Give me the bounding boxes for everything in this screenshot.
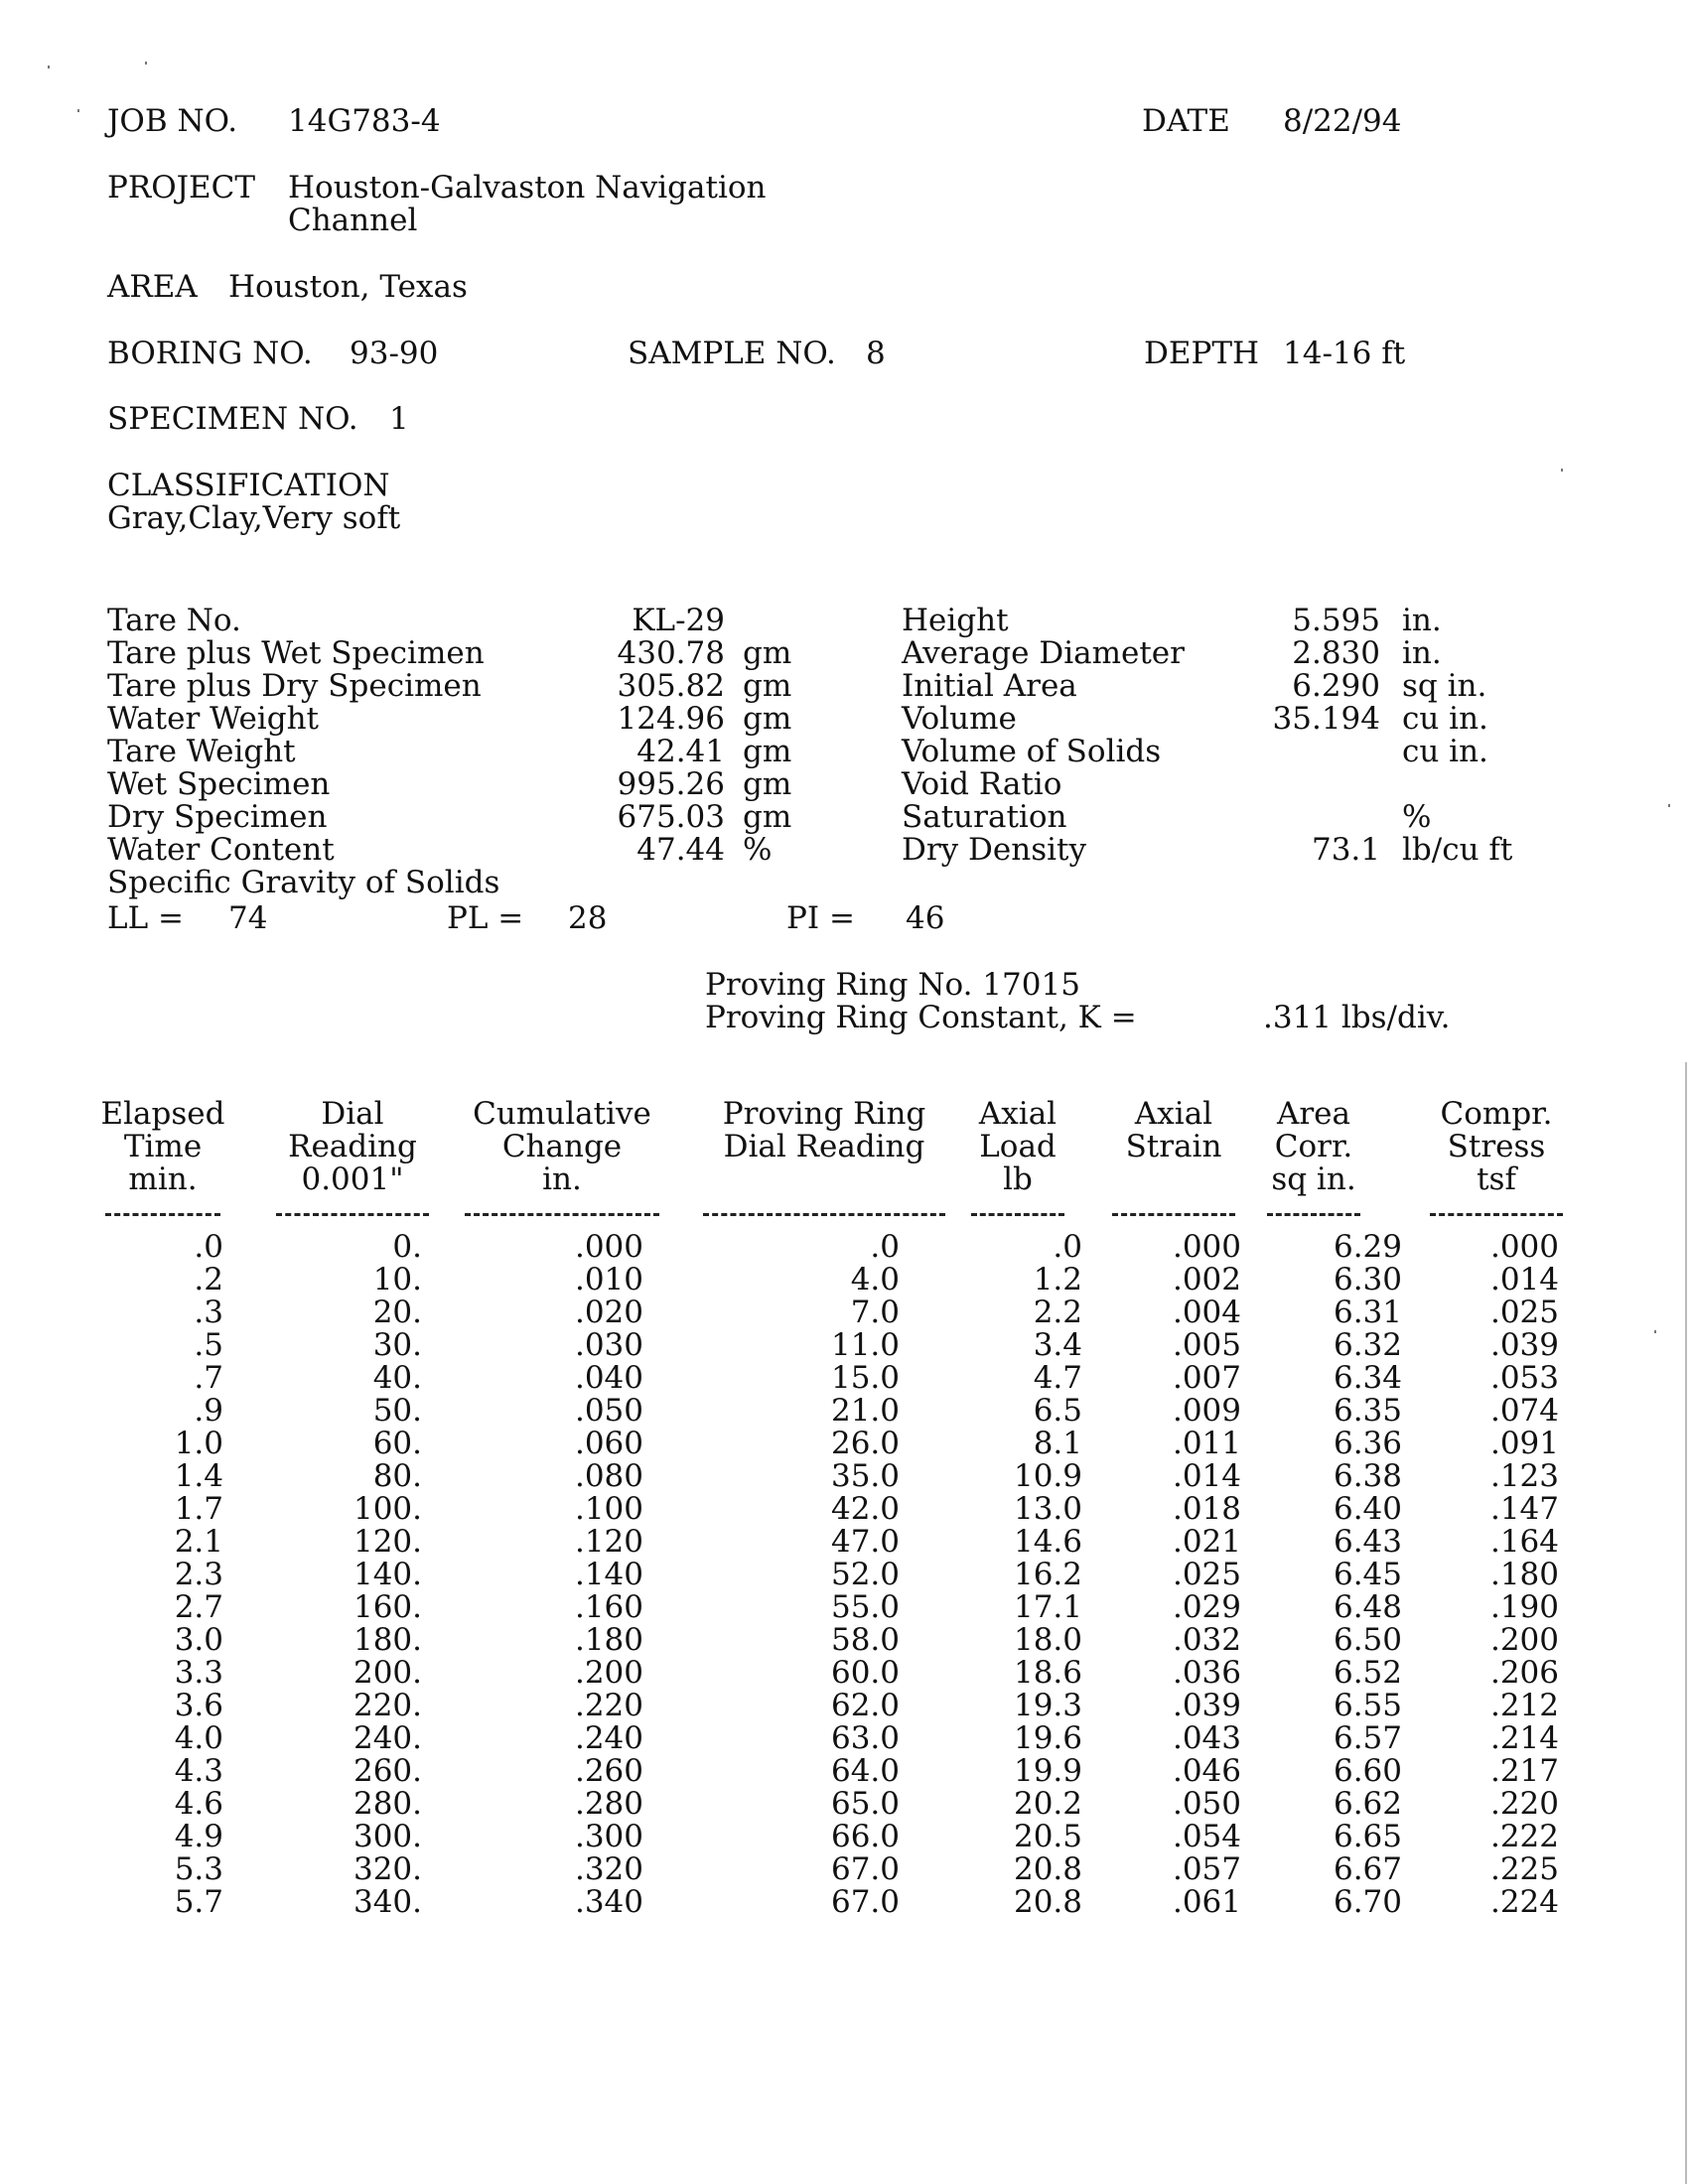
property-value: 305.82 [617,668,725,704]
table-cell: 100. [352,1491,422,1527]
table-cell: 6.60 [1333,1753,1402,1789]
table-cell: .340 [574,1884,643,1920]
table-cell: .220 [1489,1786,1559,1822]
header-underline [465,1213,659,1216]
property-value: 2.830 [1292,635,1380,671]
column-header: Elapsed [100,1096,225,1132]
table-cell: .180 [1489,1557,1559,1592]
scan-speck [1561,469,1563,472]
table-cell: .054 [1172,1819,1241,1854]
column-header: in. [542,1161,582,1197]
job-no-value: 14G783-4 [288,103,441,139]
table-row [0,1722,1692,1755]
table-row [0,1591,1692,1624]
property-unit: cu in. [1402,734,1488,769]
table-cell: 1.0 [174,1426,223,1461]
header-underline [1112,1213,1235,1216]
table-cell: 6.38 [1333,1458,1402,1494]
table-cell: .200 [1489,1622,1559,1658]
table-cell: .091 [1489,1426,1559,1461]
table-cell: 16.2 [1013,1557,1082,1592]
table-cell: .039 [1489,1327,1559,1363]
table-cell: 14.6 [1013,1524,1082,1560]
table-cell: 17.1 [1013,1589,1082,1625]
table-cell: .036 [1172,1655,1241,1691]
table-cell: 20. [372,1295,422,1330]
table-cell: 80. [372,1458,422,1494]
table-cell: .040 [574,1360,643,1396]
table-cell: 6.36 [1333,1426,1402,1461]
table-cell: 220. [352,1688,422,1723]
table-cell: 4.3 [174,1753,223,1789]
scan-speck [145,62,147,65]
table-cell: 21.0 [830,1393,900,1429]
table-cell: 6.29 [1333,1229,1402,1265]
property-unit: in. [1402,635,1442,671]
table-cell: .217 [1489,1753,1559,1789]
table-cell: .300 [574,1819,643,1854]
table-cell: .000 [1172,1229,1241,1265]
column-header: Load [979,1129,1057,1164]
table-cell: .004 [1172,1295,1241,1330]
table-cell: .000 [574,1229,643,1265]
column-header: Dial [321,1096,384,1132]
table-cell: 19.3 [1013,1688,1082,1723]
pi-label: PI = [786,900,855,936]
property-unit: gm [743,701,792,737]
header-underline [971,1213,1064,1216]
header-underline [276,1213,429,1216]
table-cell: 0. [392,1229,422,1265]
table-row [0,1526,1692,1559]
table-cell: 26.0 [830,1426,900,1461]
table-row [0,1821,1692,1853]
property-unit: in. [1402,603,1442,638]
table-cell: .007 [1172,1360,1241,1396]
column-header: 0.001" [301,1161,404,1197]
table-row [0,1657,1692,1690]
scan-page-edge [1685,1062,1687,2184]
table-cell: 6.48 [1333,1589,1402,1625]
table-row [0,1297,1692,1329]
table-cell: 6.67 [1333,1851,1402,1887]
column-header: Compr. [1440,1096,1553,1132]
table-cell: .200 [574,1655,643,1691]
table-row [0,1690,1692,1722]
table-cell: 2.1 [174,1524,223,1560]
table-cell: 6.45 [1333,1557,1402,1592]
property-value: 73.1 [1311,832,1380,868]
table-cell: .002 [1172,1262,1241,1297]
ll-value: 74 [228,900,268,936]
table-cell: .014 [1172,1458,1241,1494]
table-cell: 47.0 [830,1524,900,1560]
property-unit: gm [743,668,792,704]
table-cell: .2 [194,1262,223,1297]
table-cell: 6.57 [1333,1720,1402,1756]
table-cell: 1.2 [1033,1262,1082,1297]
project-label: PROJECT [107,170,256,205]
sample-no-label: SAMPLE NO. [628,336,836,371]
table-cell: 66.0 [830,1819,900,1854]
scan-speck [1668,804,1670,807]
table-cell: 10.9 [1013,1458,1082,1494]
date-value: 8/22/94 [1283,103,1402,139]
property-label: Volume of Solids [902,734,1162,769]
table-cell: .018 [1172,1491,1241,1527]
table-cell: 10. [372,1262,422,1297]
job-no-label: JOB NO. [107,103,238,139]
table-cell: 35.0 [830,1458,900,1494]
table-cell: .080 [574,1458,643,1494]
proving-ring-constant-label: Proving Ring Constant, K = [705,1000,1137,1035]
table-cell: 6.32 [1333,1327,1402,1363]
depth-label: DEPTH [1144,336,1260,371]
pl-label: PL = [447,900,524,936]
table-cell: .0 [870,1229,900,1265]
property-unit: gm [743,799,792,835]
property-label: Average Diameter [902,635,1185,671]
table-cell: 4.9 [174,1819,223,1854]
table-cell: 42.0 [830,1491,900,1527]
pl-value: 28 [568,900,608,936]
property-label: Void Ratio [902,766,1062,802]
table-cell: .160 [574,1589,643,1625]
column-header: Time [123,1129,203,1164]
table-cell: 15.0 [830,1360,900,1396]
property-unit: gm [743,734,792,769]
pi-value: 46 [906,900,945,936]
property-label: Saturation [902,799,1067,835]
column-header: min. [128,1161,198,1197]
table-cell: 5.7 [174,1884,223,1920]
table-row [0,1624,1692,1657]
property-label: Volume [902,701,1017,737]
table-cell: .320 [574,1851,643,1887]
table-cell: .214 [1489,1720,1559,1756]
table-cell: 50. [372,1393,422,1429]
property-value: 124.96 [617,701,725,737]
table-cell: 320. [352,1851,422,1887]
table-cell: .100 [574,1491,643,1527]
boring-no-value: 93-90 [350,336,439,371]
proving-ring-constant-value: .311 lbs/div. [1263,1000,1451,1035]
table-cell: .074 [1489,1393,1559,1429]
project-value-line1: Houston-Galvaston Navigation [288,170,767,205]
table-cell: 20.5 [1013,1819,1082,1854]
column-header: Reading [288,1129,417,1164]
column-header: lb [1003,1161,1033,1197]
table-row [0,1493,1692,1526]
table-cell: 6.52 [1333,1655,1402,1691]
property-label: Tare Weight [107,734,296,769]
table-cell: 6.5 [1033,1393,1082,1429]
column-header: tsf [1477,1161,1516,1197]
scan-speck [48,66,50,68]
table-cell: .164 [1489,1524,1559,1560]
depth-value: 14-16 ft [1283,336,1406,371]
header-underline [1267,1213,1360,1216]
table-row [0,1428,1692,1460]
property-label: Tare plus Dry Specimen [107,668,482,704]
table-cell: .0 [194,1229,223,1265]
property-label: Wet Specimen [107,766,331,802]
table-cell: 6.31 [1333,1295,1402,1330]
column-header: Axial [1134,1096,1213,1132]
table-row [0,1329,1692,1362]
property-label: Tare No. [107,603,241,638]
table-cell: 8.1 [1033,1426,1082,1461]
table-cell: .120 [574,1524,643,1560]
table-cell: 6.70 [1333,1884,1402,1920]
table-cell: .206 [1489,1655,1559,1691]
table-cell: 3.3 [174,1655,223,1691]
table-cell: 340. [352,1884,422,1920]
table-cell: .180 [574,1622,643,1658]
sample-no-value: 8 [866,336,886,371]
table-row [0,1231,1692,1264]
table-row [0,1460,1692,1493]
table-row [0,1853,1692,1886]
classification-value: Gray,Clay,Very soft [107,500,401,536]
table-cell: .123 [1489,1458,1559,1494]
table-cell: 4.6 [174,1786,223,1822]
table-cell: 3.6 [174,1688,223,1723]
table-cell: 4.0 [850,1262,900,1297]
column-header: Axial [978,1096,1058,1132]
table-cell: .061 [1172,1884,1241,1920]
table-cell: .000 [1489,1229,1559,1265]
column-header: Proving Ring [722,1096,926,1132]
table-cell: 63.0 [830,1720,900,1756]
table-cell: .140 [574,1557,643,1592]
table-row [0,1362,1692,1395]
table-cell: 6.35 [1333,1393,1402,1429]
table-row [0,1886,1692,1919]
table-cell: 240. [352,1720,422,1756]
table-cell: 5.3 [174,1851,223,1887]
table-cell: .220 [574,1688,643,1723]
table-cell: 30. [372,1327,422,1363]
table-row [0,1788,1692,1821]
table-cell: 19.9 [1013,1753,1082,1789]
header-underline [1430,1213,1563,1216]
table-cell: 62.0 [830,1688,900,1723]
property-label: Water Content [107,832,335,868]
table-cell: .032 [1172,1622,1241,1658]
table-cell: .053 [1489,1360,1559,1396]
table-row [0,1755,1692,1788]
table-cell: .222 [1489,1819,1559,1854]
table-cell: 40. [372,1360,422,1396]
table-cell: .039 [1172,1688,1241,1723]
table-cell: 60. [372,1426,422,1461]
table-cell: .260 [574,1753,643,1789]
table-cell: .011 [1172,1426,1241,1461]
table-cell: .280 [574,1786,643,1822]
table-row [0,1395,1692,1428]
table-row [0,1264,1692,1297]
table-cell: 67.0 [830,1884,900,1920]
table-cell: 60.0 [830,1655,900,1691]
table-cell: .7 [194,1360,223,1396]
table-cell: .050 [574,1393,643,1429]
table-cell: 200. [352,1655,422,1691]
property-label: Specific Gravity of Solids [107,865,500,900]
table-cell: 160. [352,1589,422,1625]
property-label: Dry Specimen [107,799,328,835]
property-value: 6.290 [1292,668,1380,704]
table-cell: .025 [1489,1295,1559,1330]
property-unit: % [1402,799,1432,835]
table-cell: 2.2 [1033,1295,1082,1330]
table-cell: .010 [574,1262,643,1297]
table-cell: .043 [1172,1720,1241,1756]
table-cell: 2.3 [174,1557,223,1592]
table-cell: .025 [1172,1557,1241,1592]
project-value-line2: Channel [288,203,418,238]
specimen-no-value: 1 [389,401,409,437]
table-cell: 65.0 [830,1786,900,1822]
column-header: Corr. [1274,1129,1353,1164]
table-cell: 1.4 [174,1458,223,1494]
table-cell: 6.50 [1333,1622,1402,1658]
table-cell: .014 [1489,1262,1559,1297]
table-cell: .050 [1172,1786,1241,1822]
header-underline [703,1213,945,1216]
table-cell: 260. [352,1753,422,1789]
property-unit: gm [743,635,792,671]
table-cell: 6.34 [1333,1360,1402,1396]
header-underline [105,1213,220,1216]
table-cell: .046 [1172,1753,1241,1789]
table-cell: .005 [1172,1327,1241,1363]
table-cell: .147 [1489,1491,1559,1527]
table-cell: .029 [1172,1589,1241,1625]
table-cell: .224 [1489,1884,1559,1920]
table-row [0,1559,1692,1591]
table-cell: 58.0 [830,1622,900,1658]
specimen-no-label: SPECIMEN NO. [107,401,358,437]
table-cell: 6.40 [1333,1491,1402,1527]
property-label: Height [902,603,1009,638]
table-cell: 20.8 [1013,1851,1082,1887]
table-cell: .225 [1489,1851,1559,1887]
table-cell: 3.0 [174,1622,223,1658]
property-label: Water Weight [107,701,319,737]
table-cell: 280. [352,1786,422,1822]
property-value: 42.41 [636,734,725,769]
property-unit: cu in. [1402,701,1488,737]
table-cell: 11.0 [830,1327,900,1363]
table-cell: 55.0 [830,1589,900,1625]
table-cell: 6.65 [1333,1819,1402,1854]
table-cell: 3.4 [1033,1327,1082,1363]
property-value: 995.26 [617,766,725,802]
table-cell: 6.62 [1333,1786,1402,1822]
table-cell: .0 [1053,1229,1082,1265]
table-cell: 64.0 [830,1753,900,1789]
table-cell: 120. [352,1524,422,1560]
table-cell: 4.0 [174,1720,223,1756]
property-label: Initial Area [902,668,1077,704]
table-cell: .240 [574,1720,643,1756]
scan-speck [77,109,79,112]
table-cell: .190 [1489,1589,1559,1625]
date-label: DATE [1142,103,1230,139]
property-value: 430.78 [617,635,725,671]
table-cell: 2.7 [174,1589,223,1625]
property-label: Tare plus Wet Specimen [107,635,485,671]
table-cell: .9 [194,1393,223,1429]
area-label: AREA [107,269,198,305]
table-cell: .5 [194,1327,223,1363]
property-unit: % [743,832,773,868]
table-cell: 20.8 [1013,1884,1082,1920]
table-cell: .030 [574,1327,643,1363]
table-cell: 6.55 [1333,1688,1402,1723]
table-cell: 140. [352,1557,422,1592]
table-cell: 180. [352,1622,422,1658]
table-cell: 52.0 [830,1557,900,1592]
table-cell: 300. [352,1819,422,1854]
property-unit: sq in. [1402,668,1487,704]
column-header: Cumulative [473,1096,651,1132]
property-value: 5.595 [1292,603,1380,638]
column-header: Change [501,1129,623,1164]
table-cell: 13.0 [1013,1491,1082,1527]
column-header: Strain [1125,1129,1222,1164]
column-header: Dial Reading [723,1129,925,1164]
table-cell: 7.0 [850,1295,900,1330]
area-value: Houston, Texas [228,269,468,305]
table-cell: 18.6 [1013,1655,1082,1691]
table-cell: 18.0 [1013,1622,1082,1658]
classification-label: CLASSIFICATION [107,468,390,503]
table-cell: 19.6 [1013,1720,1082,1756]
column-header: Area [1276,1096,1351,1132]
property-value: 47.44 [636,832,725,868]
table-cell: .020 [574,1295,643,1330]
property-value: 35.194 [1272,701,1380,737]
table-cell: .060 [574,1426,643,1461]
table-cell: .009 [1172,1393,1241,1429]
table-cell: 6.30 [1333,1262,1402,1297]
table-cell: 20.2 [1013,1786,1082,1822]
table-cell: 4.7 [1033,1360,1082,1396]
property-unit: lb/cu ft [1402,832,1513,868]
property-value: 675.03 [617,799,725,835]
property-label: Dry Density [902,832,1086,868]
table-cell: .021 [1172,1524,1241,1560]
table-cell: .212 [1489,1688,1559,1723]
table-cell: 6.43 [1333,1524,1402,1560]
table-cell: .057 [1172,1851,1241,1887]
scan-speck [1654,1330,1656,1333]
boring-no-label: BORING NO. [107,336,313,371]
proving-ring-number: Proving Ring No. 17015 [705,967,1080,1003]
table-cell: .3 [194,1295,223,1330]
column-header: Stress [1447,1129,1546,1164]
table-cell: 1.7 [174,1491,223,1527]
column-header: sq in. [1271,1161,1356,1197]
property-value: KL-29 [632,603,725,638]
table-cell: 67.0 [830,1851,900,1887]
ll-label: LL = [107,900,185,936]
property-unit: gm [743,766,792,802]
